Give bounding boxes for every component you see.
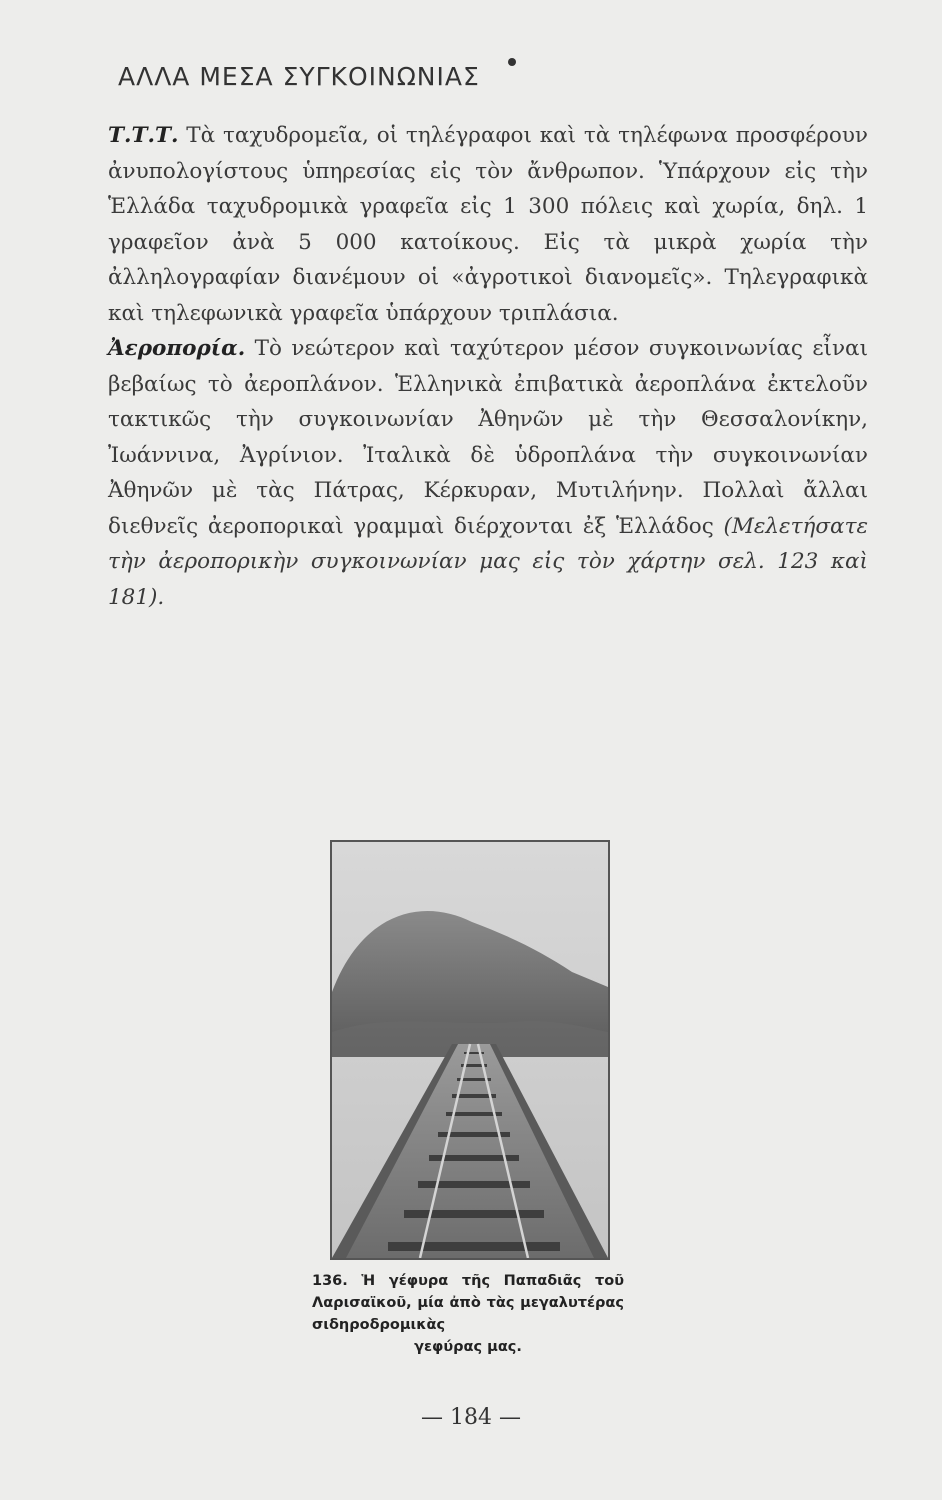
figure-caption (312, 1270, 624, 1358)
caption-last-line: γεφύρας μας. (414, 1339, 522, 1355)
paragraph-note: (Μελετήσατε τὴν ἀεροπορικὴν συγκοινωνίαν μας εἰς τὸν χάρτην σελ. 123 καὶ 181). (108, 513, 869, 610)
header-dot (508, 58, 516, 66)
body-text (108, 118, 868, 615)
paragraph-body: Τὰ ταχυδρομεῖα, οἱ τηλέγραφοι καὶ τὰ τηλέφωνα προσφέρουν ἀνυπολογίστους ὑπηρεσίας εἰς τὸν ἄνθρωπον. Ὑπάρχουν εἰς τὴν Ἑλλάδα ταχυδρομικὰ γραφεῖα εἰς 1 300 πόλεις καὶ χωρία, δηλ. 1 γραφεῖον ἀνὰ 5 000 κατοίκους. Εἰς τὰ μικρὰ χωρία τὴν ἀλληλογραφίαν διανέμουν οἱ «ἀγροτικοὶ διανομεῖς». Τηλεγραφικὰ καὶ τηλεφωνικὰ γραφεῖα ὑπάρχουν τριπλάσια. (108, 123, 868, 326)
railway-bridge-photo (330, 840, 610, 1260)
paragraph-aeroporia (108, 331, 868, 615)
caption-main: 136. Ἡ γέφυρα τῆς Παπαδιᾶς τοῦ Λαρισαϊκοῦ, μία ἀπὸ τὰς μεγαλυτέρας σιδηροδρομικὰς (312, 1273, 624, 1333)
paragraph-lead: Τ.Τ.Τ. (108, 123, 179, 148)
railway-bridge-icon (332, 842, 608, 1258)
paragraph-ttt (108, 118, 868, 331)
page-number: — 184 — (421, 1405, 521, 1430)
page-header: ΑΛΛΑ ΜΕΣΑ ΣΥΓΚΟΙΝΩΝΙΑΣ (118, 62, 480, 91)
paragraph-body: Τὸ νεώτερον καὶ ταχύτερον μέσον συγκοινωνίας εἶναι βεβαίως τὸ ἀεροπλάνον. Ἑλληνικὰ ἐπιβατικὰ ἀεροπλάνα ἐκτελοῦν τακτικῶς τὴν συγκοινωνίαν Ἀθηνῶν μὲ τὴν Θεσσαλονίκην, Ἰωάννινα, Ἀγρίνιον. Ἰταλικὰ δὲ ὑδροπλάνα τὴν συγκοινωνίαν Ἀθηνῶν μὲ τὰς Πάτρας, Κέρκυραν, Μυτιλήνην. Πολλαὶ ἄλλαι διεθνεῖς ἀεροπορικαὶ γραμμαὶ διέρχονται ἐξ Ἑλλάδος (108, 336, 868, 539)
paragraph-lead: Ἀεροπορία. (108, 336, 246, 361)
